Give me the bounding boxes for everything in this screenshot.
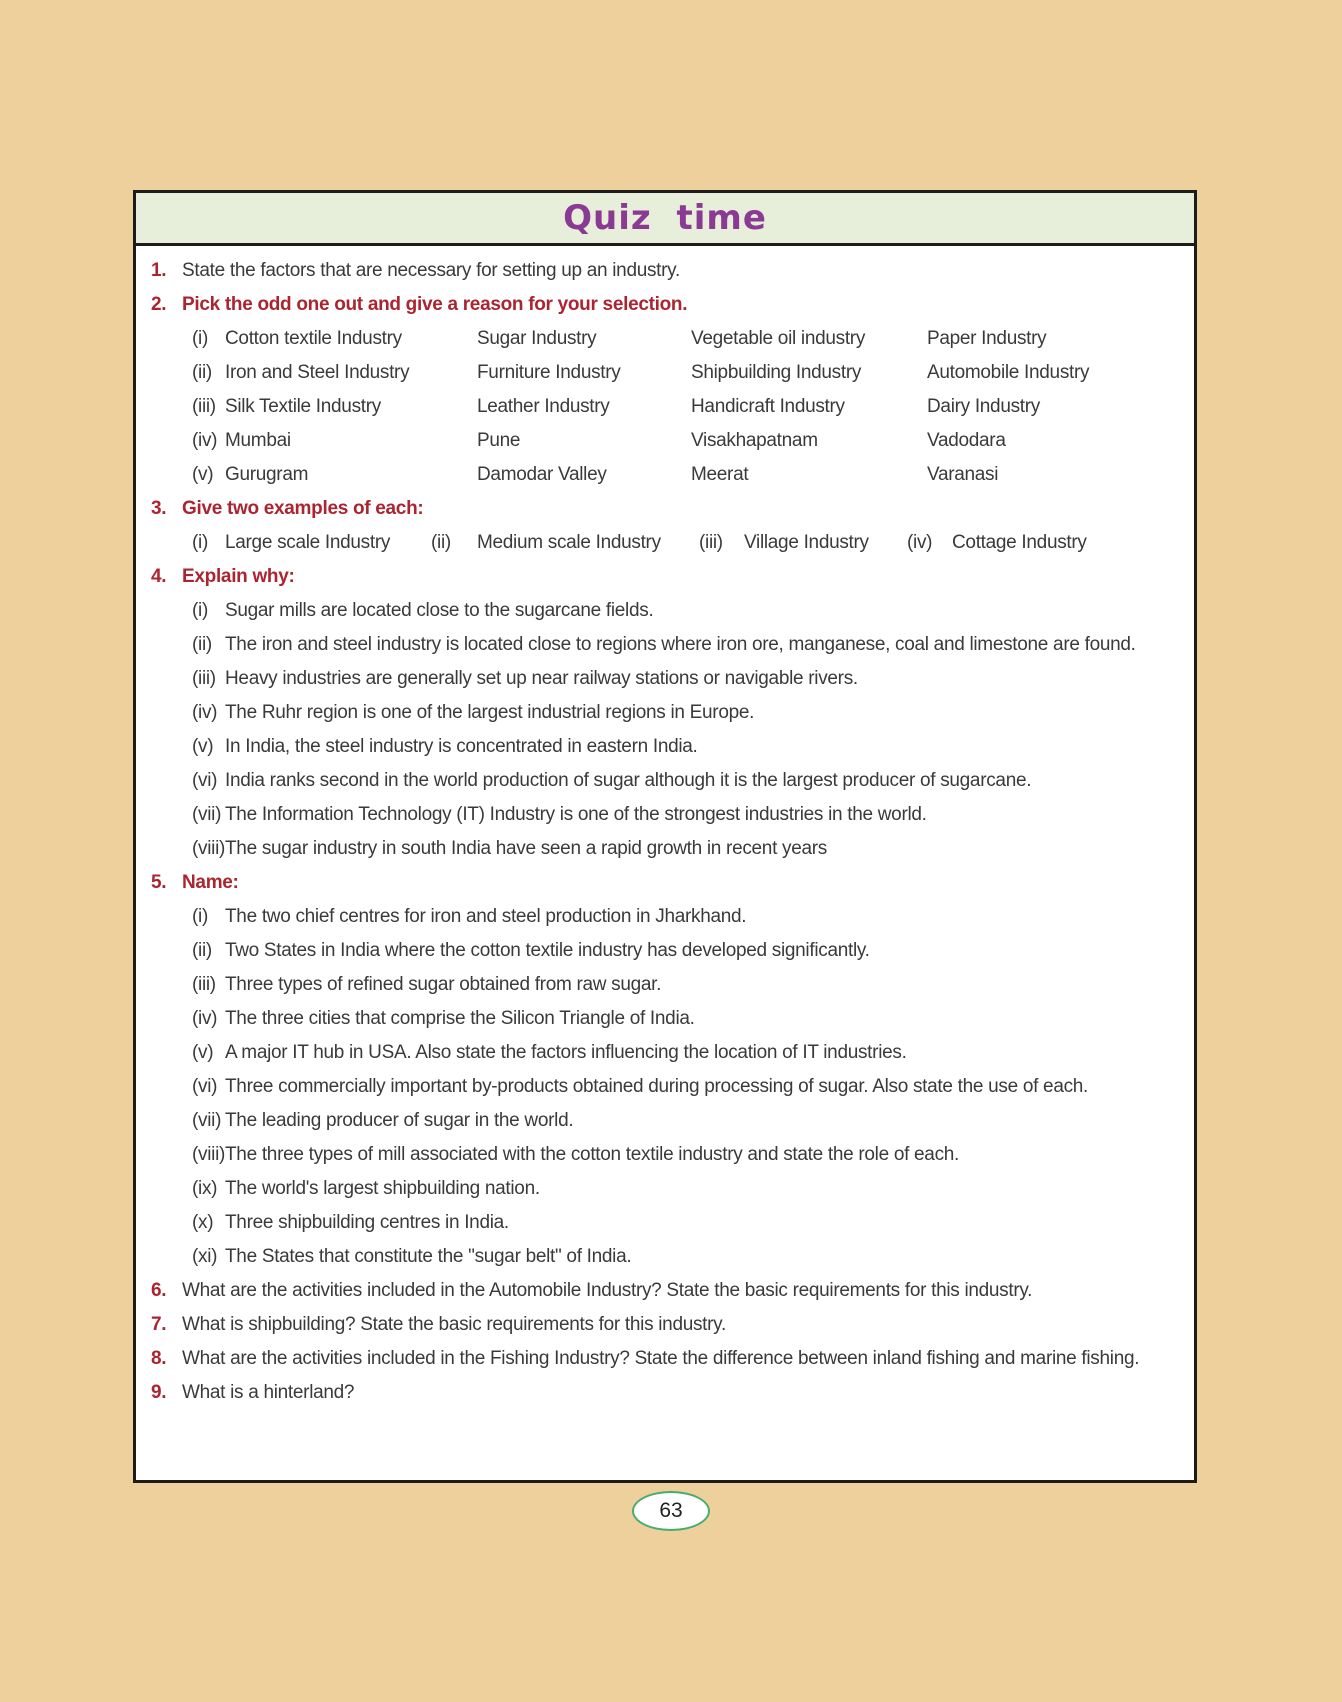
sub-question bbox=[136, 1142, 1178, 1167]
example-text: Large scale Industry bbox=[225, 532, 391, 553]
example-text: Village Industry bbox=[744, 532, 869, 553]
option-cell: Automobile Industry bbox=[927, 362, 1090, 383]
example-text: Cottage Industry bbox=[952, 532, 1087, 553]
example-label: (ii) bbox=[431, 532, 451, 553]
question-3 bbox=[136, 496, 1178, 521]
sub-question-text: The iron and steel industry is located close to regions where iron ore, manganese, coal and limestone are found. bbox=[225, 634, 1136, 655]
sub-question-text: The two chief centres for iron and steel production in Jharkhand. bbox=[225, 906, 747, 927]
sub-question-text: The sugar industry in south India have seen a rapid growth in recent years bbox=[225, 838, 827, 859]
option-cell: Handicraft Industry bbox=[691, 396, 845, 417]
sub-question-text: Three commercially important by-products obtained during processing of sugar. Also state the use of each. bbox=[225, 1076, 1089, 1097]
quiz-card bbox=[133, 190, 1197, 1483]
sub-question-text: Sugar mills are located close to the sugarcane fields. bbox=[225, 600, 654, 621]
sub-question bbox=[136, 1210, 1178, 1235]
example-text: Medium scale Industry bbox=[477, 532, 661, 553]
sub-question-label: (i) bbox=[192, 600, 208, 621]
option-cell: Varanasi bbox=[927, 464, 999, 485]
odd-one-out-row-2 bbox=[136, 360, 1178, 385]
sub-question-text: The world's largest shipbuilding nation. bbox=[225, 1178, 540, 1199]
sub-question-label: (iv) bbox=[192, 1008, 218, 1029]
quiz-header bbox=[136, 193, 1194, 246]
question-number: 6. bbox=[151, 1280, 167, 1301]
page-number-badge bbox=[632, 1491, 710, 1531]
option-cell: Shipbuilding Industry bbox=[691, 362, 862, 383]
sub-question bbox=[136, 598, 1178, 623]
sub-question bbox=[136, 632, 1178, 657]
sub-question-label: (xi) bbox=[192, 1246, 218, 1267]
sub-question bbox=[136, 734, 1178, 759]
option-cell: Leather Industry bbox=[477, 396, 610, 417]
option-cell: Damodar Valley bbox=[477, 464, 607, 485]
question-number: 8. bbox=[151, 1348, 167, 1369]
question-number: 7. bbox=[151, 1314, 167, 1335]
option-cell: Vadodara bbox=[927, 430, 1006, 451]
question-text: What is shipbuilding? State the basic requirements for this industry. bbox=[182, 1314, 726, 1335]
question-number: 1. bbox=[151, 260, 167, 281]
sub-question-label: (ii) bbox=[192, 634, 212, 655]
option-row-label: (i) bbox=[192, 328, 208, 349]
sub-question-label: (v) bbox=[192, 1042, 214, 1063]
option-row-label: (iii) bbox=[192, 396, 216, 417]
option-row-label: (ii) bbox=[192, 362, 212, 383]
sub-question bbox=[136, 802, 1178, 827]
option-row-label: (iv) bbox=[192, 430, 218, 451]
sub-question bbox=[136, 904, 1178, 929]
option-cell: Visakhapatnam bbox=[691, 430, 818, 451]
question-number: 4. bbox=[151, 566, 167, 587]
sub-question bbox=[136, 1108, 1178, 1133]
question-7 bbox=[136, 1312, 1178, 1337]
option-cell: Vegetable oil industry bbox=[691, 328, 866, 349]
sub-question bbox=[136, 666, 1178, 691]
question-heading: Name: bbox=[182, 872, 239, 893]
sub-question bbox=[136, 1006, 1178, 1031]
question-text: What is a hinterland? bbox=[182, 1382, 355, 1403]
option-cell: Pune bbox=[477, 430, 521, 451]
option-cell: Furniture Industry bbox=[477, 362, 621, 383]
sub-question bbox=[136, 972, 1178, 997]
sub-question-text: A major IT hub in USA. Also state the factors influencing the location of IT industries. bbox=[225, 1042, 907, 1063]
sub-question-label: (iv) bbox=[192, 702, 218, 723]
sub-question-text: Three types of refined sugar obtained from raw sugar. bbox=[225, 974, 662, 995]
question-1 bbox=[136, 258, 1178, 283]
sub-question-label: (vi) bbox=[192, 1076, 218, 1097]
question-number: 5. bbox=[151, 872, 167, 893]
page-number: 63 bbox=[659, 1499, 683, 1522]
sub-question-label: (iii) bbox=[192, 974, 216, 995]
examples-row bbox=[136, 530, 1178, 555]
odd-one-out-row-1 bbox=[136, 326, 1178, 351]
sub-question bbox=[136, 1040, 1178, 1065]
option-cell: Meerat bbox=[691, 464, 749, 485]
question-heading: Give two examples of each: bbox=[182, 498, 424, 519]
sub-question-label: (vi) bbox=[192, 770, 218, 791]
sub-question-label: (x) bbox=[192, 1212, 214, 1233]
option-cell: Silk Textile Industry bbox=[225, 396, 381, 417]
question-text: State the factors that are necessary for setting up an industry. bbox=[182, 260, 680, 281]
example-label: (iv) bbox=[907, 532, 933, 553]
odd-one-out-row-3 bbox=[136, 394, 1178, 419]
sub-question-label: (ii) bbox=[192, 940, 212, 961]
sub-question-label: (viii) bbox=[192, 838, 226, 859]
sub-question-label: (viii) bbox=[192, 1144, 226, 1165]
sub-question-label: (i) bbox=[192, 906, 208, 927]
question-number: 2. bbox=[151, 294, 167, 315]
sub-question-text: The three cities that comprise the Silicon Triangle of India. bbox=[225, 1008, 695, 1029]
sub-question-text: The three types of mill associated with the cotton textile industry and state the role of each. bbox=[225, 1144, 960, 1165]
sub-question-text: The leading producer of sugar in the world. bbox=[225, 1110, 574, 1131]
option-row-label: (v) bbox=[192, 464, 214, 485]
option-cell: Gurugram bbox=[225, 464, 309, 485]
sub-question-label: (iii) bbox=[192, 668, 216, 689]
question-5 bbox=[136, 870, 1178, 895]
question-number: 3. bbox=[151, 498, 167, 519]
option-cell: Iron and Steel Industry bbox=[225, 362, 410, 383]
question-4 bbox=[136, 564, 1178, 589]
question-text: What are the activities included in the Automobile Industry? State the basic requirements for this industry. bbox=[182, 1280, 1033, 1301]
question-9 bbox=[136, 1380, 1178, 1405]
sub-question-label: (ix) bbox=[192, 1178, 218, 1199]
option-cell: Paper Industry bbox=[927, 328, 1047, 349]
sub-question-text: Two States in India where the cotton textile industry has developed significantly. bbox=[225, 940, 870, 961]
question-6 bbox=[136, 1278, 1178, 1303]
option-cell: Dairy Industry bbox=[927, 396, 1041, 417]
question-2 bbox=[136, 292, 1178, 317]
sub-question-label: (v) bbox=[192, 736, 214, 757]
quiz-body bbox=[136, 246, 1194, 1405]
question-text: What are the activities included in the Fishing Industry? State the difference between inland fishing and marine fishing. bbox=[182, 1348, 1140, 1369]
question-heading: Explain why: bbox=[182, 566, 295, 587]
example-label: (iii) bbox=[699, 532, 723, 553]
sub-question-label: (vii) bbox=[192, 804, 222, 825]
sub-question-text: The States that constitute the "sugar belt" of India. bbox=[225, 1246, 632, 1267]
sub-question bbox=[136, 1244, 1178, 1269]
sub-question bbox=[136, 768, 1178, 793]
question-8 bbox=[136, 1346, 1178, 1371]
sub-question bbox=[136, 836, 1178, 861]
option-cell: Mumbai bbox=[225, 430, 291, 451]
sub-question-label: (vii) bbox=[192, 1110, 222, 1131]
sub-question-text: The Ruhr region is one of the largest industrial regions in Europe. bbox=[225, 702, 755, 723]
sub-question-text: Heavy industries are generally set up near railway stations or navigable rivers. bbox=[225, 668, 858, 689]
odd-one-out-row-4 bbox=[136, 428, 1178, 453]
odd-one-out-row-5 bbox=[136, 462, 1178, 487]
sub-question-text: Three shipbuilding centres in India. bbox=[225, 1212, 509, 1233]
example-label: (i) bbox=[192, 532, 208, 553]
sub-question-text: In India, the steel industry is concentrated in eastern India. bbox=[225, 736, 698, 757]
sub-question bbox=[136, 1176, 1178, 1201]
question-number: 9. bbox=[151, 1382, 167, 1403]
quiz-title: Quiz time bbox=[563, 198, 767, 238]
sub-question bbox=[136, 1074, 1178, 1099]
option-cell: Cotton textile Industry bbox=[225, 328, 402, 349]
sub-question bbox=[136, 700, 1178, 725]
sub-question-text: India ranks second in the world production of sugar although it is the largest producer of sugarcane. bbox=[225, 770, 1032, 791]
option-cell: Sugar Industry bbox=[477, 328, 597, 349]
question-heading: Pick the odd one out and give a reason for your selection. bbox=[182, 294, 688, 315]
sub-question-text: The Information Technology (IT) Industry is one of the strongest industries in the world. bbox=[225, 804, 927, 825]
sub-question bbox=[136, 938, 1178, 963]
